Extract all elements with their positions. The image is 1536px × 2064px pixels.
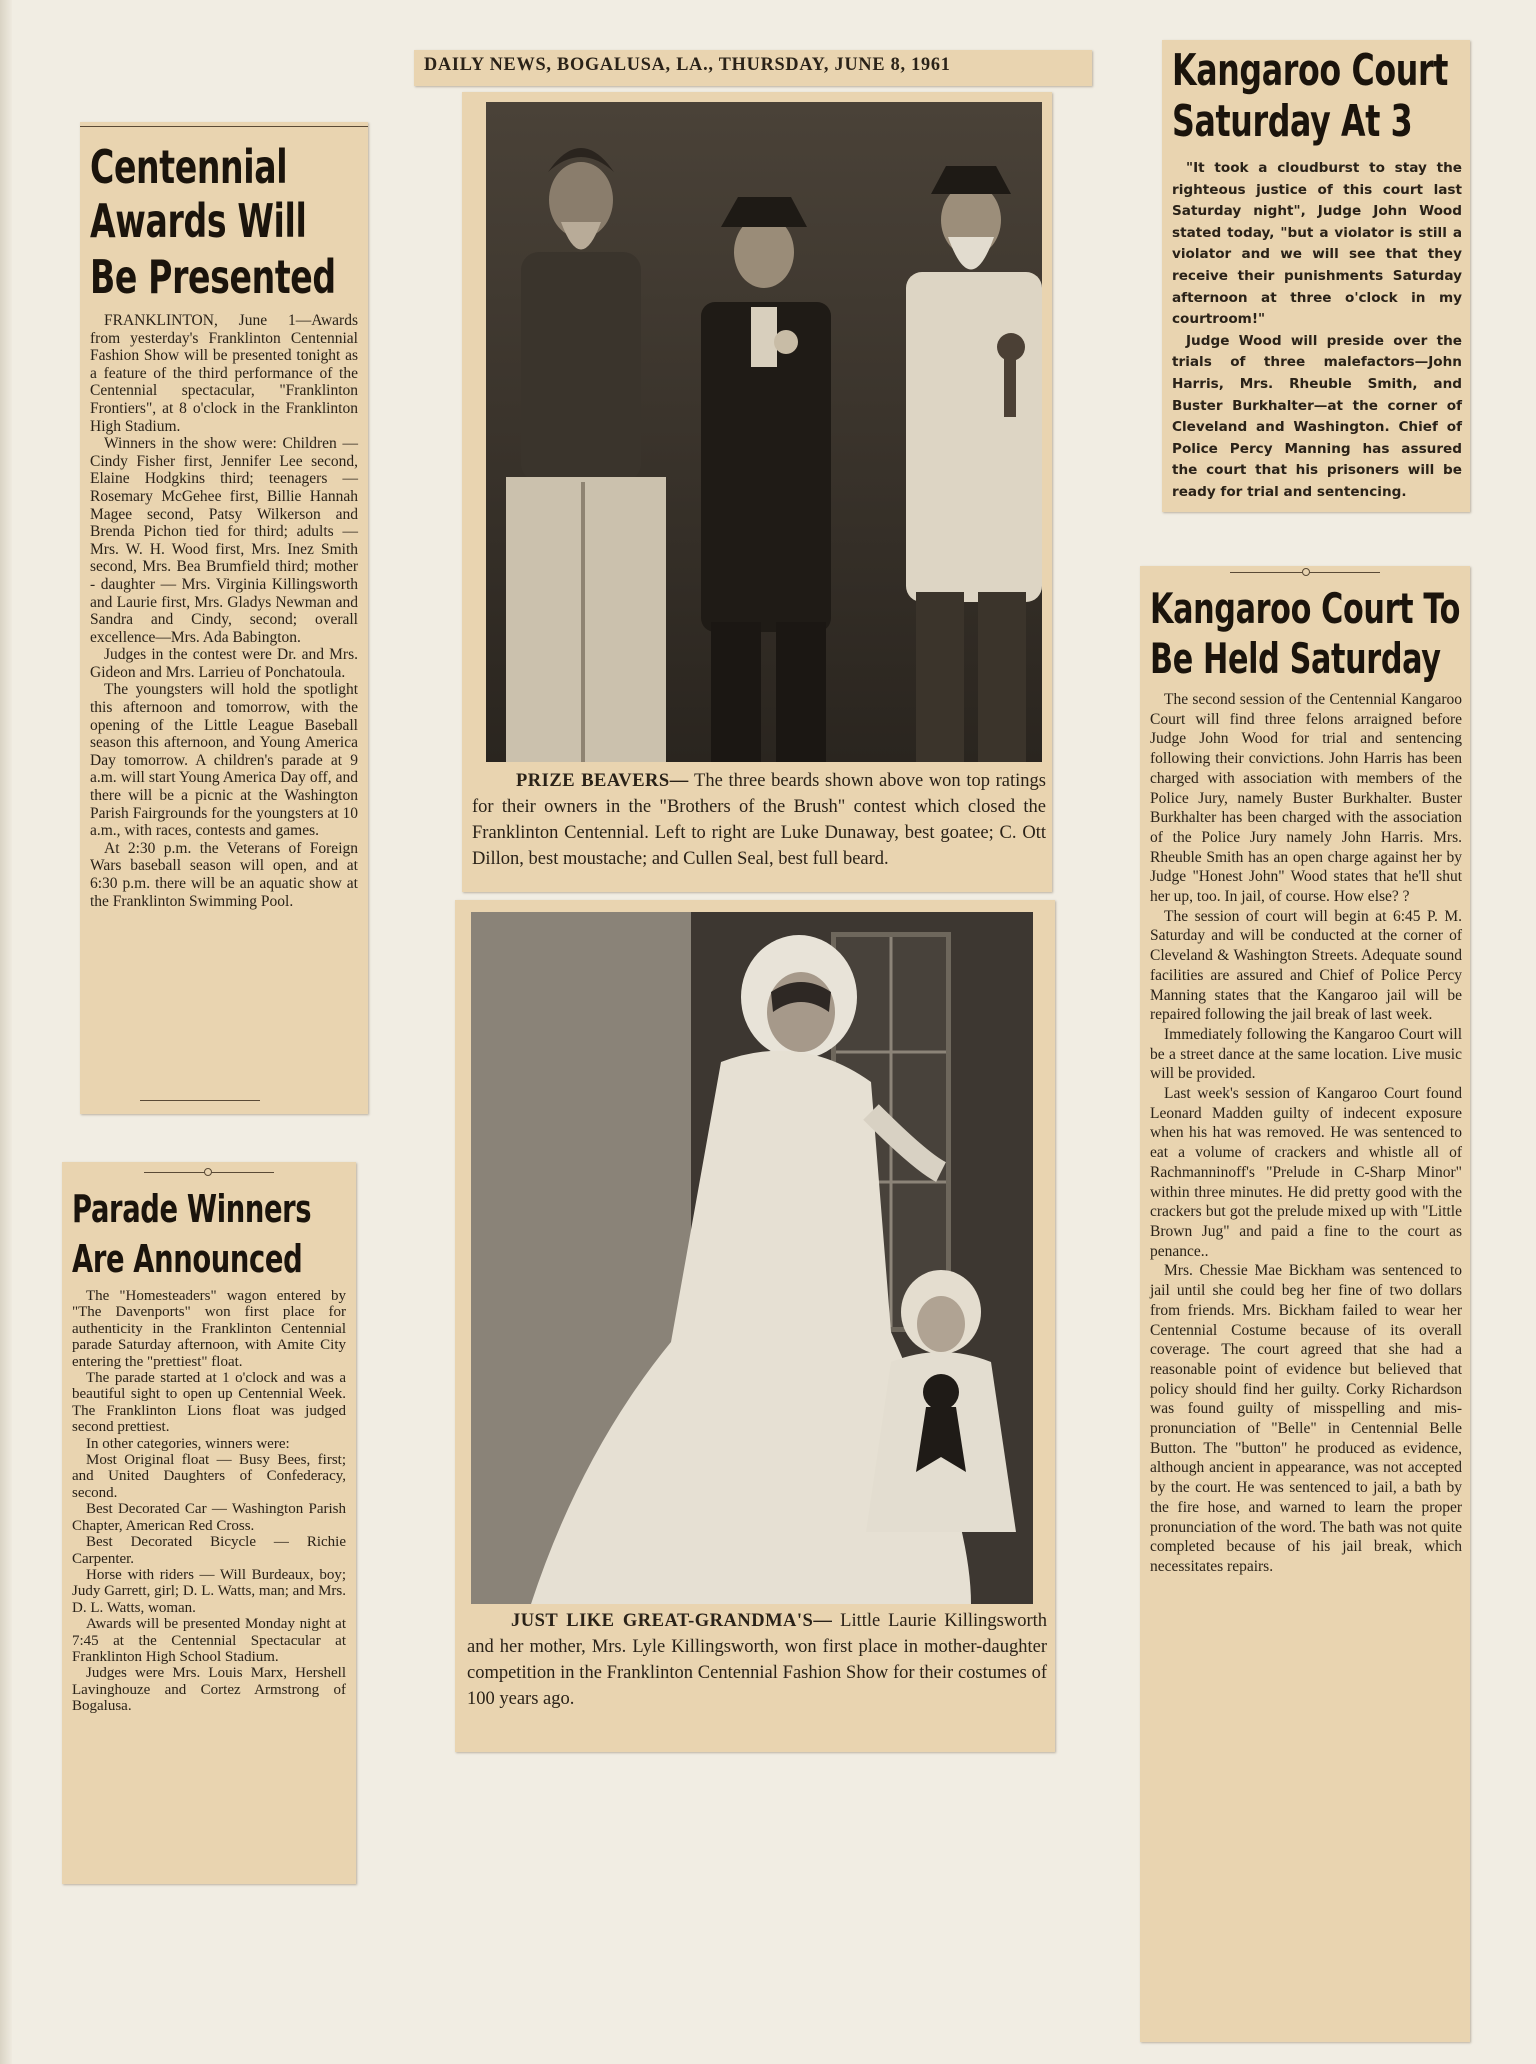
parade-winners-headline-line-1: Parade Winners xyxy=(72,1187,312,1231)
centennial-awards-headline-line-2: Awards Will xyxy=(90,194,307,248)
kangaroo-held-headline-line-1: Kangaroo Court To xyxy=(1150,584,1461,633)
caption-lead: JUST LIKE GREAT-GRANDMA'S— xyxy=(511,1611,833,1631)
parade-winners-clipping xyxy=(62,1162,356,1884)
paragraph: In other categories, winners were: xyxy=(86,1435,290,1452)
paragraph: Last week's session of Kangaroo Court found Leonard Madden guilty of indecent exposure when his hat was removed. He was sentenced to eat a volume of crackers and whistle all of Rachmanninoff's "Prelude in C-Sharp Minor" within three minutes. He did pretty good with the crackers but got the prelude mixed up with "Little Brown Jug" and paid a fine to the court as penance.. xyxy=(1150,1085,1462,1260)
great-grandma-photo xyxy=(471,912,1033,1604)
centennial-awards-body xyxy=(90,312,358,910)
paragraph: Horse with riders — Will Burdeaux, boy; Judy Garrett, girl; D. L. Watts, man; and Mrs. D. L. Watts, woman. xyxy=(72,1566,346,1616)
photo-illustration xyxy=(486,102,1042,762)
centennial-awards-headline-line-3: Be Presented xyxy=(90,250,336,304)
paragraph: Winners in the show were: Children — Cindy Fisher first, Jennifer Lee second, Elaine Hodgkins third; teenagers — Rosemary McGehee first, Billie Hannah Magee second, Patsy Wilkerson and Brenda Pichon tied for third; adults — Mrs. W. H. Wood first, Mrs. Inez Smith second, Mrs. Bea Brumfield third; mother - daughter — Mrs. Virginia Killingsworth and Laurie first, Mrs. Gladys Newman and Sandra and Cindy, second; overall excellence—Mrs. Ada Babington. xyxy=(90,435,358,646)
paragraph: "It took a cloudburst to stay the righteous justice of this court last Saturday night", Judge John Wood stated today, "but a violator is still a violator and we will see that they receive their punishments Saturday afternoon at three o'clock in my courtroom!" xyxy=(1172,160,1462,328)
great-grandma-caption xyxy=(467,1608,1047,1712)
paragraph: The second session of the Centennial Kangaroo Court will find three felons arraigned before Judge John Wood for trial and sentencing following their convictions. John Harris has been charged with association with members of the Police Jury, namely Buster Burkhalter. Buster Burkhalter has been charged with the association of the Police Jury namely John Harris. Mrs. Rheuble Smith has an open charge against her by Judge "Honest John" Wood states that he'll shut her up, too. In jail, of course. How else? ? xyxy=(1150,691,1462,906)
scrapbook-page-edge xyxy=(0,0,12,2064)
kangaroo-at-3-headline-line-1: Kangaroo Court xyxy=(1172,45,1449,96)
caption-lead: PRIZE BEAVERS— xyxy=(516,771,689,791)
paragraph: The "Homesteaders" wagon entered by "The Davenports" won first place for authenticity in the Franklinton Centennial parade Saturday afternoon, with Amite City entering the "prettiest" float. xyxy=(72,1288,346,1370)
paragraph: The parade started at 1 o'clock and was a beautiful sight to open up Centennial Week. The Franklinton Lions float was judged second prettiest. xyxy=(72,1370,346,1436)
kangaroo-court-at-3-clipping xyxy=(1162,40,1470,512)
paragraph: The session of court will begin at 6:45 P. M. Saturday and will be conducted at the corner of Cleveland & Washington Streets. Adequate sound facilities are assured and Chief of Police Percy Manning states that the Kangaroo jail will be repaired following the jail break of last week. xyxy=(1150,907,1462,1024)
paragraph: Mrs. Chessie Mae Bickham was sentenced to jail until she could beg her fine of two dollars from friends. Mrs. Bickham failed to wear her Centennial Costume because of its overall coverage. The court agreed that she had a reasonable point of evidence but believed that policy should find her guilty. Corky Richardson was found guilty of misspelling and mis-pronunciation of "Belle" in Centennial Belle Button. The "button" he produced as evidence, although ancient in appearance, was not accepted by the court. He was sentenced to jail, a bath by the fire hose, and warned to learn the proper pronunciation of the word. The bath was not quite completed because of his jail break, which necessitates repairs. xyxy=(1150,1262,1462,1575)
centennial-awards-clipping xyxy=(80,122,368,1114)
paragraph: The youngsters will hold the spotlight this afternoon and tomorrow, with the opening of the Little League Baseball season this afternoon, and Young America Day tomorrow. A children's parade at 9 a.m. will start Young America Day off, and there will be a picnic at the Washington Parish Fairgrounds for the youngsters at 10 a.m., with races, contests and games. xyxy=(90,681,358,840)
top-rule xyxy=(80,126,368,127)
parade-winners-headline-line-2: Are Announced xyxy=(72,1237,303,1281)
masthead-text: DAILY NEWS, BOGALUSA, LA., THURSDAY, JUNE 8, 1961 xyxy=(424,54,951,75)
photo-illustration xyxy=(471,912,1033,1604)
caption-text: Little Laurie Killingsworth and her mother, Mrs. Lyle Killingsworth, won first place in mother-daughter competition in the Franklinton Centennial Fashion Show for their costumes of 100 years ago. xyxy=(467,1611,1047,1709)
paragraph: At 2:30 p.m. the Veterans of Foreign Wars baseball season will open, and at 6:30 p.m. there will be an aquatic show at the Franklinton Swimming Pool. xyxy=(90,839,358,910)
kangaroo-at-3-headline-line-2: Saturday At 3 xyxy=(1172,96,1413,147)
paragraph: Judges in the contest were Dr. and Mrs. Gideon and Mrs. Larrieu of Ponchatoula. xyxy=(90,646,358,681)
paragraph: Judge Wood will preside over the trials of three malefactors—John Harris, Mrs. Rheuble Smith, and Buster Burkhalter—at the corner of Cleveland and Washington. Chief of Police Percy Manning has assured the court that his prisoners will be ready for trial and sentencing. xyxy=(1172,332,1462,500)
rule-ornament xyxy=(1302,568,1310,576)
caption-text: The three beards shown above won top ratings for their owners in the "Brothers of the Brush" contest which closed the Franklinton Centennial. Left to right are Luke Dunaway, best goatee; C. Ott Dillon, best moustache; and Cullen Seal, best full beard. xyxy=(472,771,1046,869)
paragraph: Immediately following the Kangaroo Court will be a street dance at the same location. Live music will be provided. xyxy=(1150,1025,1462,1083)
parade-winners-body xyxy=(72,1288,346,1715)
paragraph: FRANKLINTON, June 1—Awards from yesterday's Franklinton Centennial Fashion Show will be presented tonight as a feature of the third performance of the Centennial spectacular, "Franklinton Frontiers", at 8 o'clock in the Franklinton High Stadium. xyxy=(90,312,358,435)
kangaroo-court-held-clipping xyxy=(1140,566,1470,2042)
kangaroo-held-headline-line-2: Be Held Saturday xyxy=(1150,634,1441,683)
paragraph: Judges were Mrs. Louis Marx, Hershell Lavinghouze and Cortez Armstrong of Bogalusa. xyxy=(72,1665,346,1715)
prize-beavers-caption xyxy=(472,768,1046,872)
centennial-awards-headline-line-1: Centennial xyxy=(90,140,288,194)
paragraph: Awards will be presented Monday night at 7:45 at the Centennial Spectacular at Franklinton High School Stadium. xyxy=(72,1616,346,1665)
kangaroo-held-body xyxy=(1150,690,1462,1577)
paragraph: Most Original float — Busy Bees, first; and United Daughters of Confederacy, second. xyxy=(72,1452,346,1501)
paragraph: Best Decorated Bicycle — Richie Carpenter. xyxy=(72,1534,346,1567)
prize-beavers-photo xyxy=(486,102,1042,762)
kangaroo-at-3-body xyxy=(1172,158,1462,504)
paragraph: Best Decorated Car — Washington Parish Chapter, American Red Cross. xyxy=(72,1501,346,1534)
prize-beavers-clipping xyxy=(462,92,1052,892)
masthead-clipping xyxy=(414,50,1092,86)
end-rule xyxy=(140,1100,260,1101)
great-grandma-clipping xyxy=(455,900,1055,1752)
rule-ornament xyxy=(204,1168,212,1176)
